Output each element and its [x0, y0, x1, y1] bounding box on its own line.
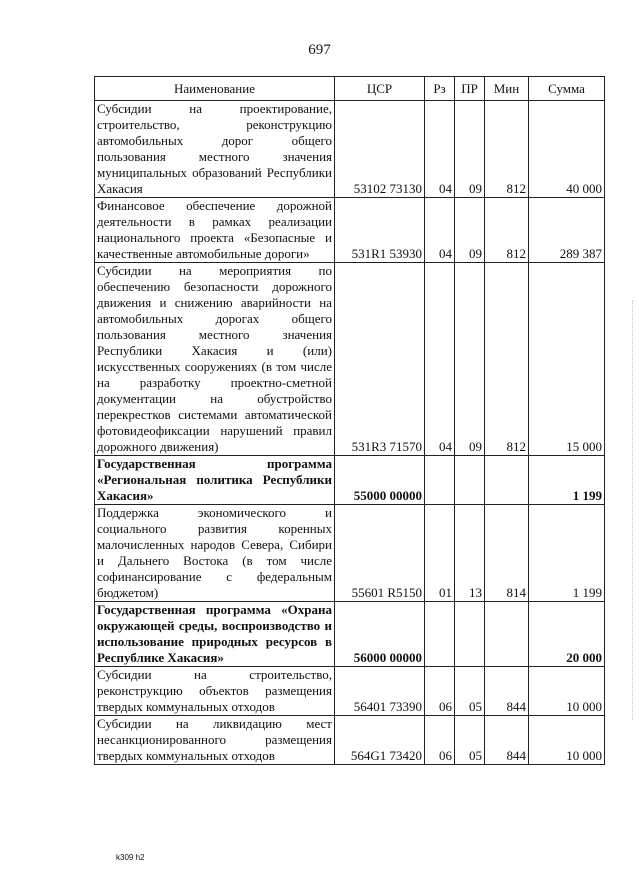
cell-min — [485, 602, 529, 667]
cell-csr: 53102 73130 — [335, 101, 425, 198]
cell-name: Субсидии на мероприятия по обеспечению безопасности дорожного движения и снижению аварийности на автомобильных дорогах общего пользования местного значения Республики Хакасия и (или) искусственных сооружениях (в том числе на разработку проектно-сметной документации на обустройство перекрестков системами автоматической фотовидеофиксации нарушений правил дорожного движения) — [95, 263, 335, 456]
table-row — [95, 198, 605, 263]
cell-pr: 05 — [455, 716, 485, 765]
table-row — [95, 101, 605, 198]
table-row — [95, 716, 605, 765]
table-row — [95, 263, 605, 456]
cell-min — [485, 456, 529, 505]
cell-pr — [455, 456, 485, 505]
cell-csr: 56000 00000 — [335, 602, 425, 667]
cell-min: 844 — [485, 667, 529, 716]
cell-name: Субсидии на ликвидацию мест несанкционированного размещения твердых коммунальных отходов — [95, 716, 335, 765]
cell-sum: 10 000 — [529, 667, 605, 716]
cell-min: 812 — [485, 263, 529, 456]
cell-name: Субсидии на проектирование, строительство, реконструкцию автомобильных дорог общего пользования местного значения муниципальных образований Республики Хакасия — [95, 101, 335, 198]
cell-sum: 40 000 — [529, 101, 605, 198]
cell-min: 812 — [485, 101, 529, 198]
cell-pr: 09 — [455, 198, 485, 263]
table-row — [95, 456, 605, 505]
cell-rz — [425, 602, 455, 667]
cell-sum: 1 199 — [529, 456, 605, 505]
column-header-min: Мин — [485, 77, 529, 101]
table-row — [95, 602, 605, 667]
cell-csr: 55000 00000 — [335, 456, 425, 505]
cell-csr: 531R1 53930 — [335, 198, 425, 263]
cell-name: Финансовое обеспечение дорожной деятельности в рамках реализации национального проекта «Безопасные и качественные автомобильные дороги» — [95, 198, 335, 263]
table-row — [95, 505, 605, 602]
cell-min: 812 — [485, 198, 529, 263]
column-header-csr: ЦСР — [335, 77, 425, 101]
column-header-name: Наименование — [95, 77, 335, 101]
cell-csr: 55601 R5150 — [335, 505, 425, 602]
cell-rz — [425, 456, 455, 505]
cell-rz: 01 — [425, 505, 455, 602]
budget-table — [94, 76, 605, 765]
cell-rz: 06 — [425, 716, 455, 765]
cell-name: Государственная программа «Охрана окружающей среды, воспроизводство и использование природных ресурсов в Республике Хакасия» — [95, 602, 335, 667]
cell-pr: 09 — [455, 263, 485, 456]
cell-rz: 04 — [425, 198, 455, 263]
column-header-pr: ПР — [455, 77, 485, 101]
cell-sum: 15 000 — [529, 263, 605, 456]
cell-sum: 20 000 — [529, 602, 605, 667]
page-number: 697 — [308, 42, 331, 58]
cell-name: Государственная программа «Региональная политика Республики Хакасия» — [95, 456, 335, 505]
cell-sum: 1 199 — [529, 505, 605, 602]
cell-csr: 531R3 71570 — [335, 263, 425, 456]
table-row — [95, 667, 605, 716]
cell-min: 844 — [485, 716, 529, 765]
cell-name: Субсидии на строительство, реконструкцию объектов размещения твердых коммунальных отходов — [95, 667, 335, 716]
cell-pr: 09 — [455, 101, 485, 198]
column-header-sum: Сумма — [529, 77, 605, 101]
footer-code: k309 h2 — [116, 853, 145, 862]
cell-min: 814 — [485, 505, 529, 602]
cell-rz: 06 — [425, 667, 455, 716]
cell-pr: 13 — [455, 505, 485, 602]
header-row — [95, 77, 605, 101]
cell-pr: 05 — [455, 667, 485, 716]
cell-csr: 56401 73390 — [335, 667, 425, 716]
column-header-rz: Рз — [425, 77, 455, 101]
cell-sum: 10 000 — [529, 716, 605, 765]
cell-sum: 289 387 — [529, 198, 605, 263]
cell-rz: 04 — [425, 263, 455, 456]
cell-pr — [455, 602, 485, 667]
cell-rz: 04 — [425, 101, 455, 198]
cell-name: Поддержка экономического и социального развития коренных малочисленных народов Севера, Сибири и Дальнего Востока (в том числе софинансирование с федеральным бюджетом) — [95, 505, 335, 602]
cell-csr: 564G1 73420 — [335, 716, 425, 765]
scan-edge-artifact — [631, 300, 633, 720]
